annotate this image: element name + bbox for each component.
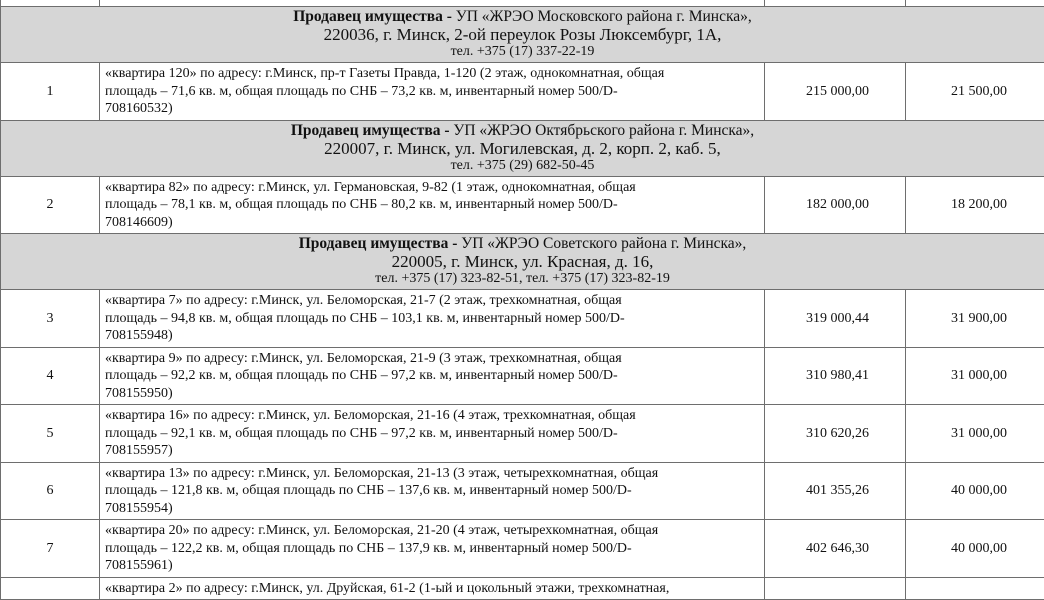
lot-price: 310 980,41 [765, 347, 906, 405]
lot-description-line: площадь – 92,1 кв. м, общая площадь по СНБ – 97,2 кв. м, инвентарный номер 500/D- [105, 425, 760, 443]
lot-description-line: «квартира 9» по адресу: г.Минск, ул. Беломорская, 21-9 (3 этаж, трехкомнатная, общая [105, 350, 760, 368]
lot-deposit [906, 577, 1044, 600]
lot-deposit: 18 200,00 [906, 176, 1044, 234]
lot-number: 5 [1, 405, 100, 463]
lot-description [100, 405, 765, 463]
lot-description-line: «квартира 20» по адресу: г.Минск, ул. Беломорская, 21-20 (4 этаж, четырехкомнатная, общая [105, 522, 760, 540]
lot-description-line: 708155950) [105, 385, 760, 403]
seller-address: 220007, г. Минск, ул. Могилевская, д. 2, корп. 2, каб. 5, [7, 139, 1038, 158]
lot-number [1, 577, 100, 600]
seller-row-oktyabrsky [1, 120, 1044, 176]
lot-description-line: 708155954) [105, 500, 760, 518]
seller-row-sovetsky [1, 234, 1044, 290]
lot-description [100, 290, 765, 348]
table-row [1, 520, 1044, 578]
table-row [1, 347, 1044, 405]
table-row [1, 405, 1044, 463]
seller-name: УП «ЖРЭО Советского района г. Минска», [457, 235, 746, 252]
lot-description-line: 708155948) [105, 327, 760, 345]
lot-description-line: «квартира 13» по адресу: г.Минск, ул. Беломорская, 21-13 (3 этаж, четырехкомнатная, общая [105, 465, 760, 483]
lot-price: 215 000,00 [765, 63, 906, 121]
lot-price: 402 646,30 [765, 520, 906, 578]
seller-address: 220036, г. Минск, 2-ой переулок Розы Люксембург, 1А, [7, 25, 1038, 44]
lot-number: 3 [1, 290, 100, 348]
lot-price: 319 000,44 [765, 290, 906, 348]
seller-phone: тел. +375 (29) 682-50-45 [7, 158, 1038, 174]
table-row [1, 176, 1044, 234]
seller-label: Продавец имущества - [293, 8, 452, 25]
lot-deposit: 31 900,00 [906, 290, 1044, 348]
table-row [1, 577, 1044, 600]
lot-deposit: 40 000,00 [906, 520, 1044, 578]
seller-phone: тел. +375 (17) 323-82-51, тел. +375 (17) 323-82-19 [7, 271, 1038, 287]
lot-description [100, 176, 765, 234]
lot-description [100, 347, 765, 405]
table-row [1, 462, 1044, 520]
lot-description-line: площадь – 121,8 кв. м, общая площадь по СНБ – 137,6 кв. м, инвентарный номер 500/D- [105, 482, 760, 500]
seller-label: Продавец имущества - [299, 235, 458, 252]
lot-description-line: площадь – 71,6 кв. м, общая площадь по СНБ – 73,2 кв. м, инвентарный номер 500/D- [105, 83, 760, 101]
lot-deposit: 40 000,00 [906, 462, 1044, 520]
seller-name: УП «ЖРЭО Московского района г. Минска», [452, 8, 752, 25]
lot-price: 310 620,26 [765, 405, 906, 463]
lot-description-line: площадь – 94,8 кв. м, общая площадь по СНБ – 103,1 кв. м, инвентарный номер 500/D- [105, 310, 760, 328]
lot-description-line: площадь – 78,1 кв. м, общая площадь по СНБ – 80,2 кв. м, инвентарный номер 500/D- [105, 196, 760, 214]
lot-price: 401 355,26 [765, 462, 906, 520]
lot-number: 2 [1, 176, 100, 234]
seller-cell [1, 7, 1044, 63]
seller-phone: тел. +375 (17) 337-22-19 [7, 44, 1038, 60]
lot-deposit: 31 000,00 [906, 347, 1044, 405]
lot-description [100, 577, 765, 600]
lot-price: 182 000,00 [765, 176, 906, 234]
seller-name: УП «ЖРЭО Октябрьского района г. Минска», [449, 122, 754, 139]
lot-description-line: «квартира 7» по адресу: г.Минск, ул. Беломорская, 21-7 (2 этаж, трехкомнатная, общая [105, 292, 760, 310]
lot-deposit: 21 500,00 [906, 63, 1044, 121]
seller-cell [1, 234, 1044, 290]
lot-number: 7 [1, 520, 100, 578]
table-row [1, 290, 1044, 348]
lot-description-line: «квартира 82» по адресу: г.Минск, ул. Германовская, 9-82 (1 этаж, однокомнатная, общая [105, 179, 760, 197]
lot-description [100, 520, 765, 578]
seller-label: Продавец имущества - [291, 122, 450, 139]
lot-description-line: 708146609) [105, 214, 760, 232]
lot-number: 1 [1, 63, 100, 121]
seller-cell [1, 120, 1044, 176]
lot-description-line: площадь – 92,2 кв. м, общая площадь по СНБ – 97,2 кв. м, инвентарный номер 500/D- [105, 367, 760, 385]
lot-price [765, 577, 906, 600]
seller-row-moskovsky [1, 7, 1044, 63]
lot-number: 6 [1, 462, 100, 520]
lot-number: 4 [1, 347, 100, 405]
lot-description-line: «квартира 120» по адресу: г.Минск, пр-т Газеты Правда, 1-120 (2 этаж, однокомнатная, общая [105, 65, 760, 83]
lot-description [100, 462, 765, 520]
lot-description-line: 708160532) [105, 100, 760, 118]
lot-description-line: 708155957) [105, 442, 760, 460]
seller-address: 220005, г. Минск, ул. Красная, д. 16, [7, 252, 1038, 271]
lot-description-line: «квартира 16» по адресу: г.Минск, ул. Беломорская, 21-16 (4 этаж, трехкомнатная, общая [105, 407, 760, 425]
lot-description-line: площадь – 122,2 кв. м, общая площадь по СНБ – 137,9 кв. м, инвентарный номер 500/D- [105, 540, 760, 558]
lot-description-line: «квартира 2» по адресу: г.Минск, ул. Друйская, 61-2 (1-ый и цокольный этажи, трехкомнатная, [105, 580, 760, 598]
lot-deposit: 31 000,00 [906, 405, 1044, 463]
table-row [1, 63, 1044, 121]
lot-description-line: 708155961) [105, 557, 760, 575]
lot-description [100, 63, 765, 121]
